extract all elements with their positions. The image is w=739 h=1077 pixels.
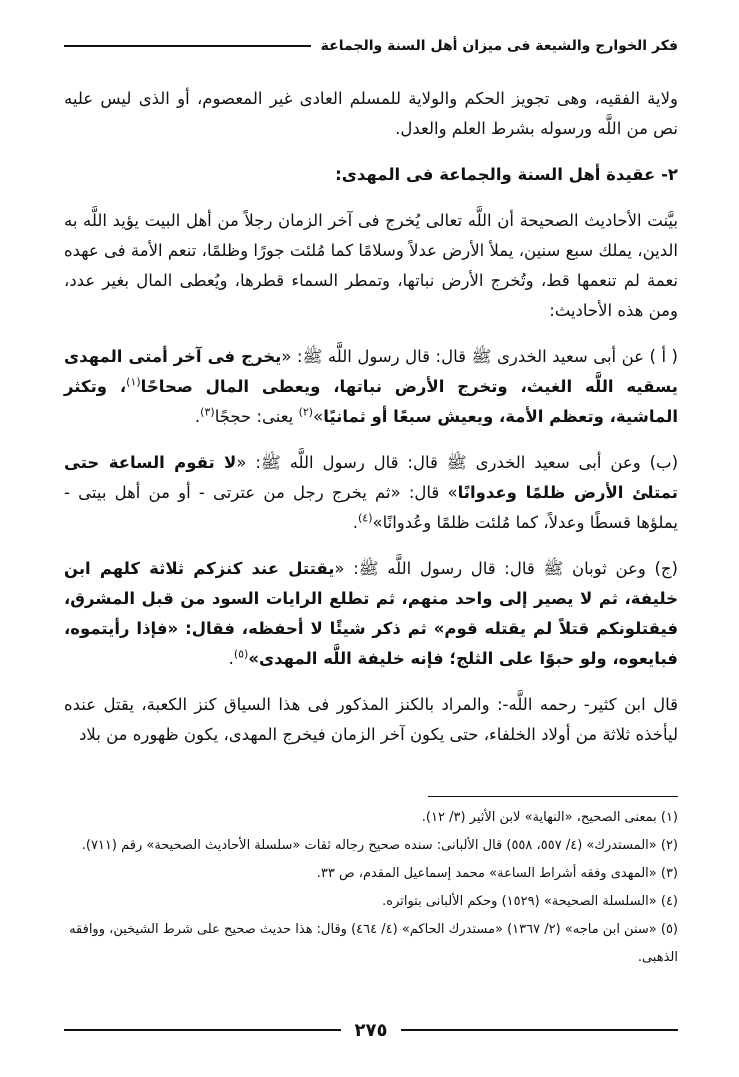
footnote-ref-2[interactable]: (٢) [298, 405, 314, 419]
hadith-b-intro: (ب) وعن أبى سعيد الخدرى ﷺ قال: قال رسول اللَّه ﷺ: « [236, 453, 679, 472]
footnote-ref-5[interactable]: (٥) [233, 647, 249, 661]
footnotes [64, 804, 678, 972]
hadith-b-rest: » قال: «ثم يخرج رجل من عترتى - أو من أهل بيتى - يملؤها قسطًا وعدلاً، كما مُلئت ظلمًا وعُدوانًا» [64, 483, 678, 532]
footer-rule-left [64, 1029, 341, 1031]
section-heading: ٢- عقيدة أهل السنة والجماعة فى المهدى: [335, 165, 678, 184]
footnote-4: (٤) «السلسلة الصحيحة» (١٥٢٩) وحكم الألبانى بتواتره. [382, 894, 678, 909]
hadith-c-text: يقتتل عند كنزكم ثلاثة كلهم ابن خليفة، ثم لا يصير إلى واحد منهم، ثم تطلع الرايات السود من قبل المشرق، فيقتلونكم قتلاً لم يقتله قوم» ثم ذكر شيئًا لا أحفظه، فقال: «فإذا رأيتموه، فبايعوه، ولو حبوًا على الثلج؛ فإنه خليفة اللَّه المهدى» [64, 559, 678, 668]
hadith-a-text1: يخرج فى آخر أمتى المهدى يسقيه اللَّه الغيث، وتخرج الأرض نباتها، ويعطى المال صحاحًا [64, 347, 678, 396]
hadith-b-text: لا تقوم الساعة حتى تمتلئ الأرض ظلمًا وعدوانًا [64, 453, 678, 502]
page-number: ٢٧٥ [354, 1019, 388, 1041]
hadith-a-end: . [194, 407, 201, 426]
hadith-a-close: » [313, 407, 324, 426]
hadith-c-end: . [228, 649, 234, 668]
hadith-b [64, 448, 678, 538]
hadith-b-end: . [352, 513, 358, 532]
paragraph-hadith-intro: بيَّنت الأحاديث الصحيحة أن اللَّه تعالى يُخرج فى آخر الزمان رجلاً من أهل البيت يؤيد اللَّه به الدين، يملك سبع سنين، يملأ الأرض عدلاً وسلامًا كما مُلئت جورًا وظلمًا، تنعم الأمة فى عهده نعمة لم تنعمها قط، وتُخرج الأرض نباتها، وتمطر السماء قطرها، ويُعطى المال بغير عدد، ومن هذه الأحاديث: [64, 211, 678, 320]
page-footer [64, 1018, 678, 1042]
footnote-3: (٣) «المهدى وفقه أشراط الساعة» محمد إسماعيل المقدم، ص ٣٣. [316, 866, 678, 881]
header-rule [64, 45, 311, 47]
main-text [64, 84, 678, 750]
footnote-1: (١) بمعنى الصحيح، «النهاية» لابن الأثير (٣/ ١٢). [421, 810, 678, 825]
hadith-a [64, 342, 678, 432]
hadith-c [64, 554, 678, 674]
footnote-separator [428, 796, 678, 797]
footnote-ref-4[interactable]: (٤) [357, 511, 373, 525]
footnote-5: (٥) «سنن ابن ماجه» (٢/ ١٣٦٧) «مستدرك الحاكم» (٤/ ٤٦٤) وقال: هذا حديث صحيح على شرط الشيخين، ووافقه الذهبى. [69, 922, 678, 965]
hadith-a-tail: يعنى: حججًا [214, 407, 299, 426]
running-header-title: فكر الخوارج والشيعة فى ميزان أهل السنة والجماعة [320, 38, 678, 54]
footnote-ref-1[interactable]: (١) [126, 375, 141, 389]
intro-paragraph: ولاية الفقيه، وهى تجويز الحكم والولاية للمسلم العادى غير المعصوم، أو الذى ليس عليه نص من اللَّه ورسوله بشرط العلم والعدل. [64, 89, 678, 138]
hadith-a-text2: ، وتكثر الماشية، وتعظم الأمة، ويعيش سبعًا أو ثمانيًا [64, 377, 678, 426]
footnote-ref-3[interactable]: (٣) [200, 405, 215, 419]
running-header [64, 34, 678, 58]
footnote-2: (٢) «المستدرك» (٤/ ٥٥٧، ٥٥٨) قال الألبانى: سنده صحيح رجاله ثقات «سلسلة الأحاديث الصحيحة» رقم (٧١١). [81, 838, 678, 853]
footer-rule-right [401, 1029, 678, 1031]
ibn-kathir-paragraph: قال ابن كثير- رحمه اللَّه-: والمراد بالكنز المذكور فى هذا السياق كنز الكعبة، يقتل عنده ليأخذه ثلاثة من أولاد الخلفاء، حتى يكون آخر الزمان فيخرج المهدى، يكون ظهوره من بلاد [64, 695, 678, 744]
hadith-c-intro: (ج) وعن ثوبان ﷺ قال: قال رسول اللَّه ﷺ: « [334, 559, 678, 578]
hadith-a-intro: ( أ ) عن أبى سعيد الخدرى ﷺ قال: قال رسول اللَّه ﷺ: « [281, 347, 678, 366]
